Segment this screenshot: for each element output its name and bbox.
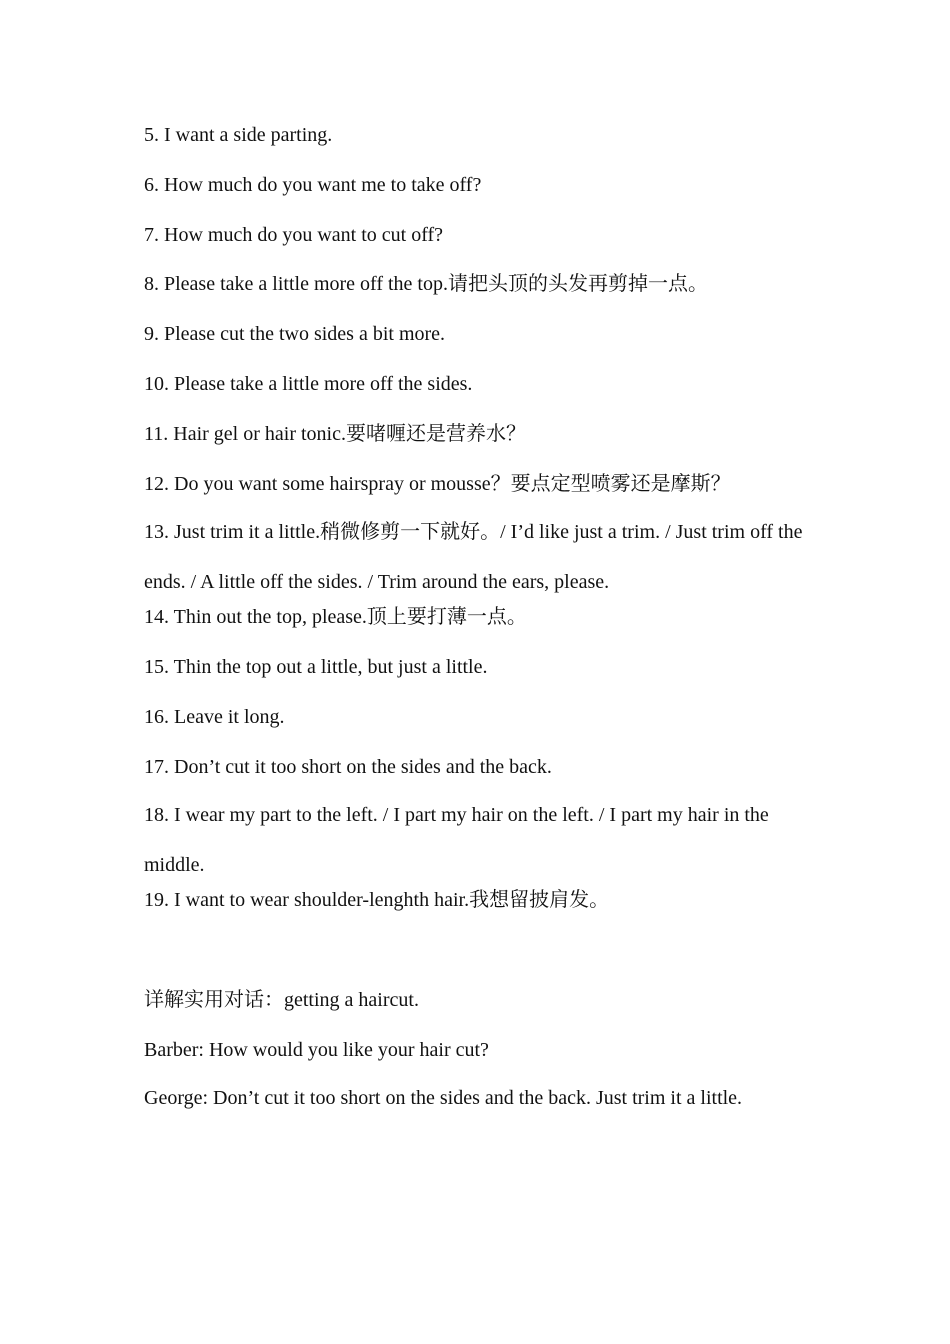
dialogue-heading: 详解实用对话：getting a haircut. xyxy=(144,988,419,1011)
phrase-13: 13. Just trim it a little.稍微修剪一下就好。/ I’d like just a trim. / Just trim off the ends. / A little off the sides. / Trim around the ears, please. xyxy=(144,521,803,594)
phrase-6: 6. How much do you want me to take off? xyxy=(144,173,482,196)
section-gap xyxy=(144,933,806,983)
phrase-18: 18. I wear my part to the left. / I part my hair on the left. / I part my hair in the middle. xyxy=(144,804,769,877)
document-page xyxy=(144,118,806,1116)
phrase-15: 15. Thin the top out a little, but just a little. xyxy=(144,655,488,678)
phrase-16: 16. Leave it long. xyxy=(144,705,285,728)
phrase-10: 10. Please take a little more off the sides. xyxy=(144,372,473,395)
phrase-9: 9. Please cut the two sides a bit more. xyxy=(144,323,446,346)
phrase-5: 5. I want a side parting. xyxy=(144,124,333,146)
phrase-14: 14. Thin out the top, please.顶上要打薄一点。 xyxy=(144,606,527,629)
dialogue-line-george: George: Don’t cut it too short on the sides and the back. Just trim it a little. xyxy=(144,1087,743,1110)
phrase-19: 19. I want to wear shoulder-lenghth hair.我想留披肩发。 xyxy=(144,889,610,912)
phrase-8: 8. Please take a little more off the top.请把头顶的头发再剪掉一点。 xyxy=(144,273,708,296)
phrase-11: 11. Hair gel or hair tonic.要啫喱还是营养水？ xyxy=(144,422,526,445)
phrase-7: 7. How much do you want to cut off? xyxy=(144,223,444,246)
phrase-17: 17. Don’t cut it too short on the sides and the back. xyxy=(144,755,552,778)
phrase-12: 12. Do you want some hairspray or mousse？要点定型喷雾还是摩斯？ xyxy=(144,472,731,495)
dialogue-line-barber: Barber: How would you like your hair cut? xyxy=(144,1038,489,1061)
